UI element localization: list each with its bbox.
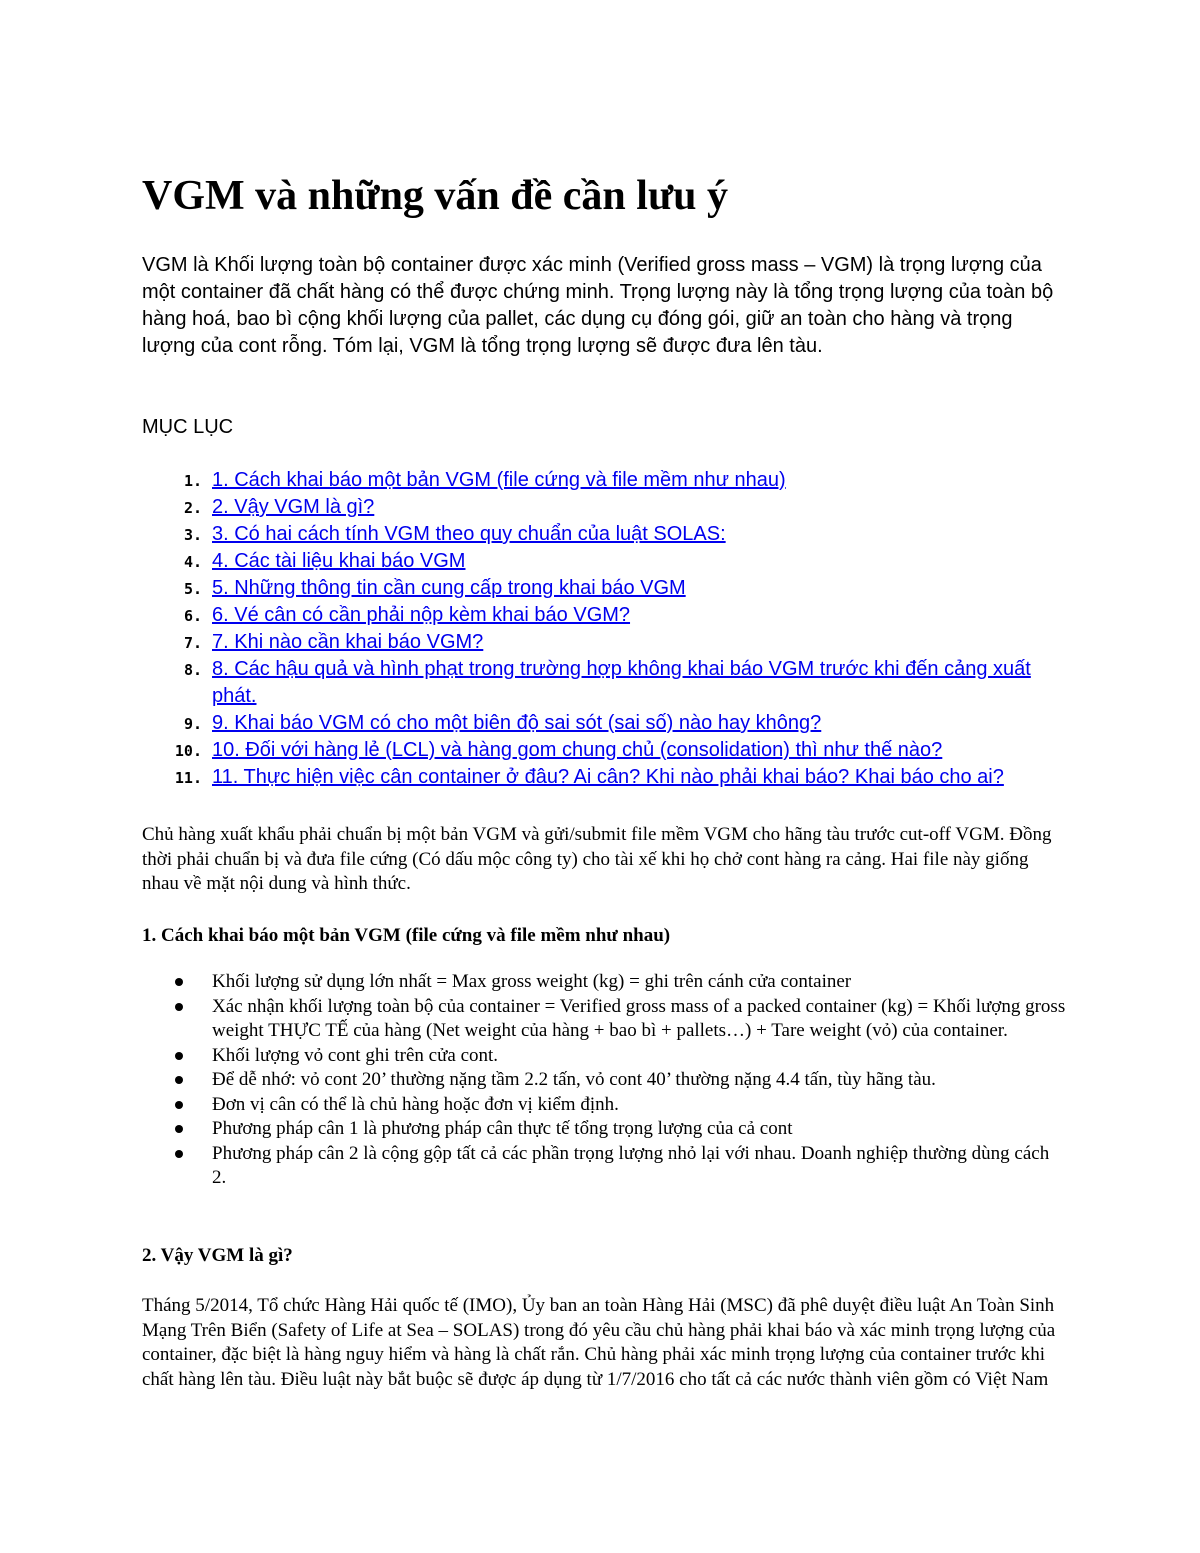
toc-link[interactable]: 4. Các tài liệu khai báo VGM (212, 550, 466, 572)
toc-number: 7. (183, 634, 202, 652)
toc-link[interactable]: 8. Các hậu quả và hình phạt trong trường hợp không khai báo VGM trước khi đến cảng xuất phát. (212, 658, 1031, 707)
toc-number: 1. (183, 472, 202, 490)
toc-heading: MỤC LỤC (142, 416, 234, 438)
toc-item (142, 548, 1062, 575)
toc-link[interactable]: 2. Vậy VGM là gì? (212, 496, 375, 518)
toc-number: 3. (183, 526, 202, 544)
toc-number: 2. (183, 499, 202, 517)
section-2-paragraph: Tháng 5/2014, Tổ chức Hàng Hải quốc tế (IMO), Ủy ban an toàn Hàng Hải (MSC) đã phê duyệt điều luật An Toàn Sinh Mạng Trên Biển (Safety of Life at Sea – SOLAS) trong đó yêu cầu chủ hàng phải khai báo và xác minh trọng lượng của container, đặc biệt là hàng nguy hiểm và hàng là chất rắn. Chủ hàng phải xác minh trọng lượng của container trước khi chất hàng lên tàu. Điều luật này bắt buộc sẽ được áp dụng từ 1/7/2016 cho tất cả các nước thành viên gồm có Việt Nam (142, 1295, 1056, 1390)
section-1-heading: 1. Cách khai báo một bản VGM (file cứng và file mềm như nhau) (142, 925, 671, 946)
toc-link[interactable]: 1. Cách khai báo một bản VGM (file cứng và file mềm như nhau) (212, 469, 786, 491)
toc-item (142, 521, 1062, 548)
toc-number: 5. (183, 580, 202, 598)
section-1-bullet-list (142, 970, 1067, 1191)
toc-item (142, 710, 1062, 737)
toc-link[interactable]: 10. Đối với hàng lẻ (LCL) và hàng gom chung chủ (consolidation) thì như thế nào? (212, 739, 943, 761)
toc-number: 6. (183, 607, 202, 625)
toc-link[interactable]: 3. Có hai cách tính VGM theo quy chuẩn của luật SOLAS: (212, 523, 726, 545)
bullet-item: Khối lượng sử dụng lớn nhất = Max gross weight (kg) = ghi trên cánh cửa container (142, 970, 1067, 995)
table-of-contents (142, 467, 1062, 791)
intro-paragraph: VGM là Khối lượng toàn bộ container được xác minh (Verified gross mass – VGM) là trọng lượng của một container đã chất hàng có thể được chứng minh. Trọng lượng này là tổng trọng lượng của toàn bộ hàng hoá, bao bì cộng khối lượng của pallet, các dụng cụ đóng gói, giữ an toàn cho hàng và trọng lượng của cont rỗng. Tóm lại, VGM là tổng trọng lượng sẽ được đưa lên tàu. (142, 254, 1054, 357)
toc-item (142, 764, 1062, 791)
bullet-item: Xác nhận khối lượng toàn bộ của container = Verified gross mass of a packed container (kg) = Khối lượng gross weight THỰC TẾ của hàng (Net weight của hàng + bao bì + pallets…) + Tare weight (vỏ) của container. (142, 995, 1067, 1044)
toc-link[interactable]: 6. Vé cân có cần phải nộp kèm khai báo VGM? (212, 604, 631, 626)
bullet-item: Phương pháp cân 2 là cộng gộp tất cả các phần trọng lượng nhỏ lại với nhau. Doanh nghiệp thường dùng cách 2. (142, 1142, 1067, 1191)
bullet-item: Để dễ nhớ: vỏ cont 20’ thường nặng tầm 2.2 tấn, vỏ cont 40’ thường nặng 4.4 tấn, tùy hãng tàu. (142, 1068, 1067, 1093)
toc-item (142, 629, 1062, 656)
toc-item (142, 467, 1062, 494)
toc-item (142, 737, 1062, 764)
bullet-item: Khối lượng vỏ cont ghi trên cửa cont. (142, 1044, 1067, 1069)
toc-number: 8. (183, 661, 202, 679)
toc-number: 10. (174, 742, 202, 760)
toc-number: 9. (183, 715, 202, 733)
shipper-paragraph: Chủ hàng xuất khẩu phải chuẩn bị một bản VGM và gửi/submit file mềm VGM cho hãng tàu trước cut-off VGM. Đồng thời phải chuẩn bị và đưa file cứng (Có dấu mộc công ty) cho tài xế khi họ chở cont hàng ra cảng. Hai file này giống nhau về mặt nội dung và hình thức. (142, 824, 1052, 894)
toc-number: 11. (174, 769, 202, 787)
toc-link[interactable]: 9. Khai báo VGM có cho một biên độ sai sót (sai số) nào hay không? (212, 712, 822, 734)
bullet-item: Đơn vị cân có thể là chủ hàng hoặc đơn vị kiểm định. (142, 1093, 1067, 1118)
toc-number: 4. (183, 553, 202, 571)
toc-item (142, 602, 1062, 629)
section-2-heading: 2. Vậy VGM là gì? (142, 1245, 293, 1266)
page-title: VGM và những vấn đề cần lưu ý (142, 173, 729, 219)
bullet-item: Phương pháp cân 1 là phương pháp cân thực tế tổng trọng lượng của cả cont (142, 1117, 1067, 1142)
toc-link[interactable]: 5. Những thông tin cần cung cấp trong khai báo VGM (212, 577, 686, 599)
toc-item (142, 494, 1062, 521)
toc-link[interactable]: 7. Khi nào cần khai báo VGM? (212, 631, 484, 653)
toc-link[interactable]: 11. Thực hiện việc cân container ở đâu? Ai cân? Khi nào phải khai báo? Khai báo cho ai? (212, 766, 1004, 788)
toc-item (142, 575, 1062, 602)
toc-item (142, 656, 1062, 710)
